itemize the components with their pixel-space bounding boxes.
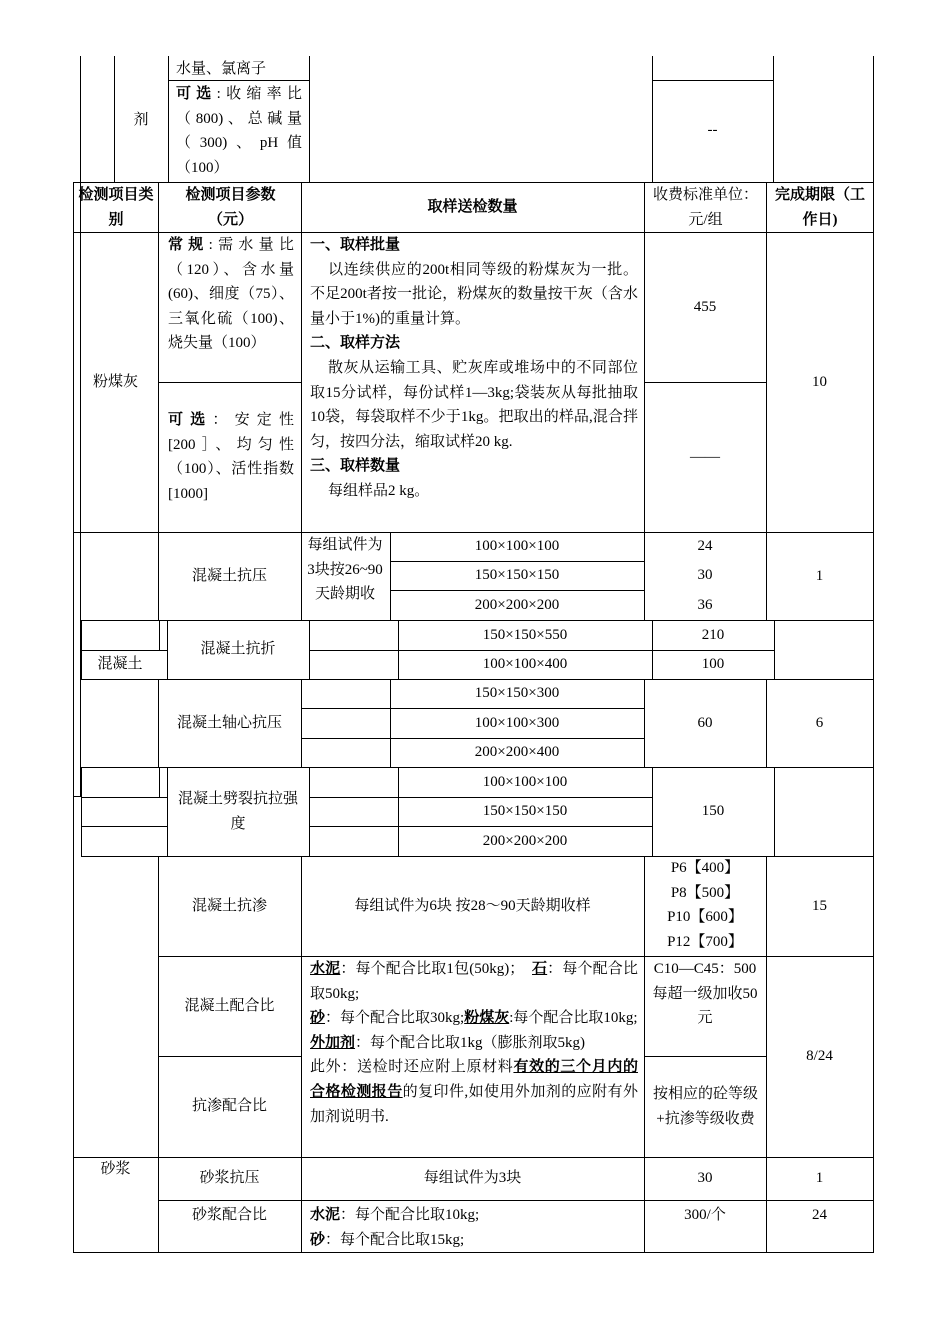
concrete-seepage-sampling: 每组试件为6块 按28～90天龄期收样 [354, 897, 591, 914]
header-sampling: 取样送检数量 [427, 199, 518, 216]
flyash-s2-title: 二、取样方法 [310, 335, 401, 352]
flyash-fee-regular: 455 [693, 299, 717, 316]
flyash-regular-params: 常规:需水量比（120）、含水量(60)、细度（75）、三氧化硫（100)、烧失量（100） [168, 237, 294, 352]
mortar-compressive-sampling: 每组试件为3块 [423, 1170, 522, 1187]
mix-fee-line1: C10—C45：500 [653, 961, 757, 977]
flyash-category: 粉煤灰 [92, 373, 138, 390]
mortar-mix-label: 砂浆配合比 [191, 1207, 267, 1223]
header-fee: 收费标准单位：元/组 [653, 186, 759, 228]
mortar-mix-deadline: 24 [812, 1207, 827, 1223]
concrete-comp-size-3: 200×200×200 [474, 596, 560, 613]
concrete-comp-fee-3: 36 [697, 596, 713, 613]
flyash-s2-text: 散灰从运输工具、贮灰库或堆场中的不同部位取15分试样，每份试样1—3kg;袋装灰从每批抽取10袋，每袋取样不少于1kg。把取出的样品,混合拌匀，按四分法，缩取试样20 kg. [310, 359, 638, 450]
concrete-axial-size-2: 100×100×300 [474, 714, 560, 731]
flyash-deadline: 10 [812, 374, 827, 391]
mortar-compressive-label: 砂浆抗压 [199, 1170, 260, 1187]
concrete-axial-size-1: 150×150×300 [474, 685, 560, 702]
mortar-mix-sampling: 水泥：每个配合比取10kg; 砂：每个配合比取15kg; [310, 1207, 480, 1248]
seepage-fee-p6: P6【400】 [670, 860, 740, 876]
concrete-comp-fee-1: 24 [697, 538, 713, 555]
header-params: 检测项目参数（元） [185, 186, 276, 228]
concrete-comp-size-1: 100×100×100 [474, 538, 560, 555]
concrete-split-fee: 150 [701, 803, 725, 820]
concrete-axial-fee: 60 [697, 714, 713, 731]
concrete-category: 混凝土 [97, 656, 143, 673]
concrete-split-size-2: 150×150×150 [482, 803, 568, 820]
flyash-sampling-text [310, 233, 638, 504]
concrete-mix-fee [648, 957, 762, 1031]
concrete-comp-size-2: 150×150×150 [474, 567, 560, 584]
concrete-seepage-deadline: 15 [812, 897, 827, 914]
concrete-seepage-fees [644, 856, 766, 954]
concrete-compressive-label: 混凝土抗压 [191, 568, 267, 585]
impermeable-mix-label: 抗渗配合比 [191, 1098, 267, 1115]
concrete-split-size-3: 200×200×200 [482, 832, 568, 849]
concrete-flex-fee-1: 210 [701, 626, 725, 643]
seepage-fee-p12: P12【700】 [667, 933, 743, 950]
mix-fee-line2: 每超一级加收50元 [652, 985, 758, 1027]
impermeable-mix-fee: 按相应的砼等级+抗渗等级收费 [652, 1086, 758, 1127]
concrete-compressive-sampling: 每组试件为3块按26~90天龄期收 [307, 537, 383, 603]
concrete-mix-deadline: 8/24 [806, 1048, 833, 1065]
concrete-flexural-label: 混凝土抗折 [200, 641, 276, 658]
admixture-fee: -- [707, 121, 718, 138]
header-deadline: 完成期限（工作日) [775, 186, 866, 228]
concrete-comp-deadline: 1 [815, 567, 824, 584]
concrete-mix-sampling-text: 水泥：每个配合比取1包(50kg)； 石：每个配合比取50kg; 砂：每个配合比取30kg;粉煤灰:每个配合比取10kg; 外加剂：每个配合比取1kg（膨胀剂取5kg) 此外：送检时还应附上原材料有效的三个月内的合格检测报告的复印件,如使用外加剂的应附有外加剂说明书. [310, 961, 638, 1125]
admixture-category-label: 剂 [133, 111, 149, 128]
flyash-s3-text: 每组样品2 kg。 [328, 482, 430, 499]
seepage-fee-p10: P10【600】 [667, 909, 743, 926]
concrete-axial-deadline: 6 [815, 714, 824, 731]
mortar-category: 砂浆 [100, 1161, 131, 1177]
concrete-flex-size-1: 150×150×550 [482, 626, 568, 643]
concrete-flex-fee-2: 100 [701, 656, 725, 673]
flyash-fee-optional: —— [690, 449, 720, 466]
admixture-params-line1: 水量、氯离子 [176, 61, 267, 77]
concrete-mix-label: 混凝土配合比 [184, 997, 275, 1014]
concrete-axial-label: 混凝土轴心抗压 [176, 714, 282, 731]
concrete-flex-size-2: 100×100×400 [482, 656, 568, 673]
seepage-fee-p8: P8【500】 [670, 884, 740, 901]
mortar-compressive-deadline: 1 [815, 1170, 824, 1187]
mortar-mix-fee: 300/个 [684, 1207, 726, 1223]
concrete-axial-size-3: 200×200×400 [474, 744, 560, 761]
concrete-comp-fee-2: 30 [697, 567, 713, 584]
flyash-s1-title: 一、取样批量 [310, 237, 401, 253]
concrete-split-size-1: 100×100×100 [482, 773, 568, 790]
flyash-s1-text: 以连续供应的200t相同等级的粉煤灰为一批。不足200t者按一批论，粉煤灰的数量按干灰（含水量小于1%)的重量计算。 [310, 261, 638, 327]
flyash-s3-title: 三、取样数量 [310, 458, 401, 475]
concrete-seepage-label: 混凝土抗渗 [191, 897, 267, 914]
mortar-compressive-fee: 30 [697, 1170, 713, 1187]
flyash-optional-params: 可选：安定性[200］、均匀性（100）、活性指数[1000] [168, 412, 294, 502]
admixture-optional-params: 可选:收缩率比（800)、总碱量（300)、pH值（100） [176, 86, 302, 176]
header-category: 检测项目类别 [78, 186, 154, 228]
concrete-split-label: 混凝土劈裂抗拉强度 [177, 790, 298, 832]
